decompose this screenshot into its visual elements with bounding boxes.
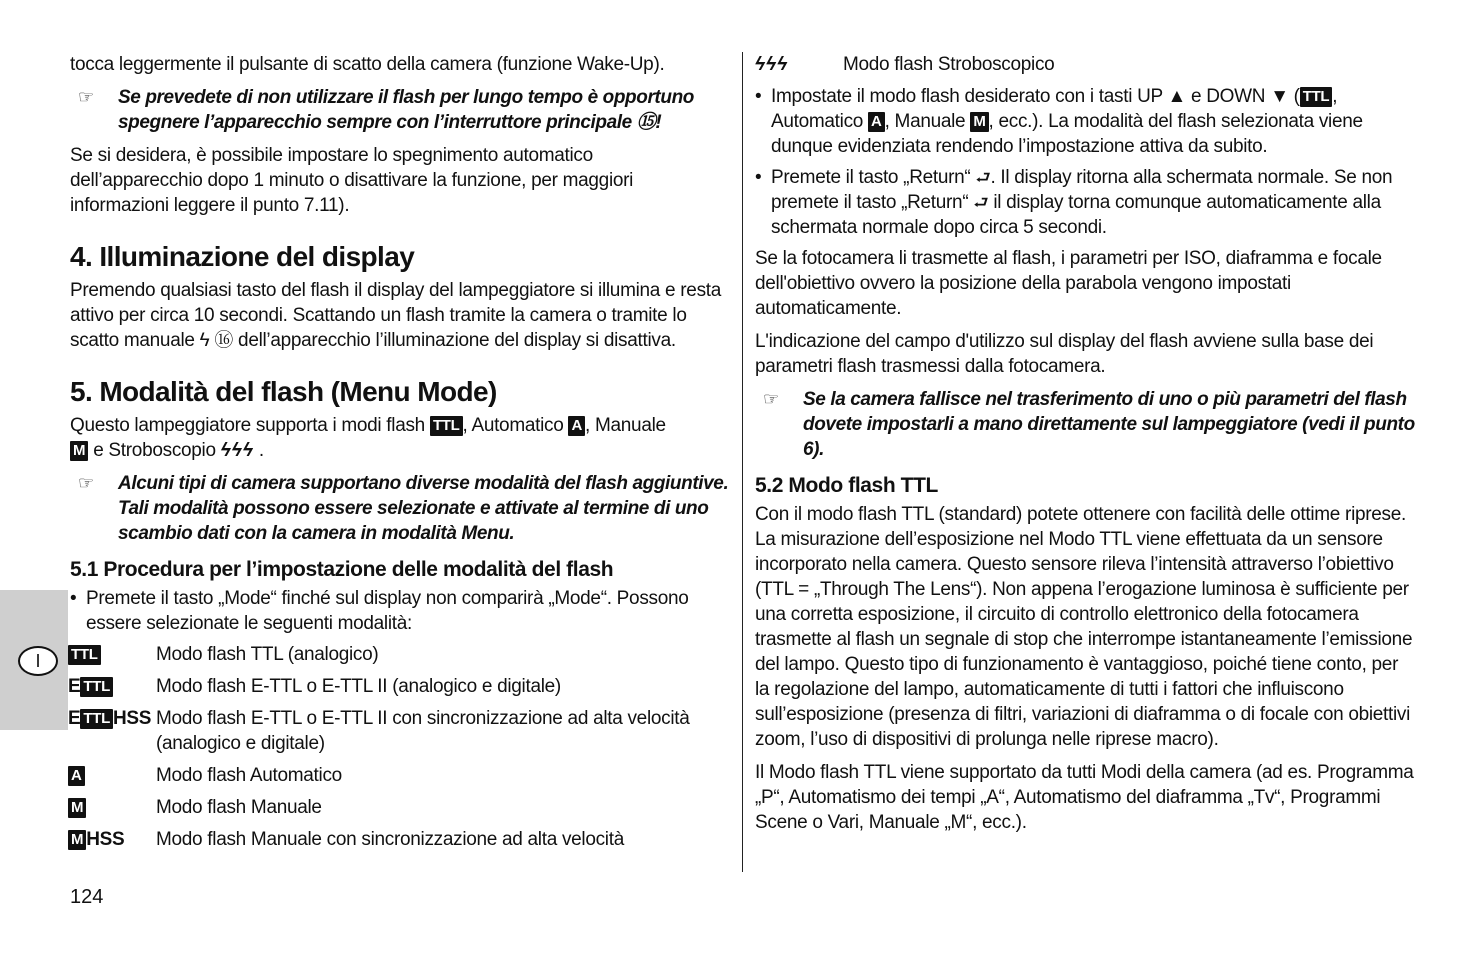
manual-badge-icon: M xyxy=(70,441,88,461)
ttl-support-paragraph: Il Modo flash TTL viene supportato da tutti Modi della camera (ad es. Programma „P“, Automatismo dei tempi „A“, Automatismo del diaframma „Tv“, Programmi Scene o Vari, Manuale „M“, ecc.). xyxy=(755,762,1414,833)
ttl-badge-icon: TTL xyxy=(430,416,463,436)
params-paragraph: Se la fotocamera li trasmette al flash, i parametri per ISO, diaframma e focale dell'obiettivo ovvero la posizione della parabola vengono impostati automaticamente. xyxy=(755,248,1382,319)
range-paragraph: L'indicazione del campo d'utilizzo sul display del flash avviene sulla base dei parametri flash trasmessi dalla fotocamera. xyxy=(755,331,1374,377)
manual-badge-icon: M xyxy=(970,112,988,132)
return-icon: ⮐ xyxy=(973,193,989,212)
mode-row: A Modo flash Automatico xyxy=(68,763,730,788)
pointing-hand-icon: ☞ xyxy=(78,473,95,493)
display-paragraph: Premendo qualsiasi tasto del flash il display del lampeggiatore si illumina e resta attivo per circa 10 secondi. Scattando un flash tramite la camera o tramite lo scatto manuale ϟ ⑯ dell’apparecchio l’illuminazione del display si disattiva. xyxy=(70,280,722,351)
strobe-icon: ϟϟϟ xyxy=(220,440,254,461)
strobe-icon: ϟϟϟ xyxy=(755,54,789,75)
ttl-paragraph: Con il modo flash TTL (standard) potete ottenere con facilità delle ottime riprese. La misurazione dell’esposizione nel Modo TTL viene effettuata da un sensore incorporato nella camera. Questo sensore rileva l’intensità attraverso l’obiettivo (TTL = „Through The Lens“). Non appena l’erogazione luminosa è sufficiente per una corretta esposizione, il circuito di controllo elettronico della fotocamera trasmette al flash un segnale di stop che interrompe istantaneamente l’emissione del lampo. Questo tipo di funzionamento è vantaggioso, poiché tiene conto, per la regolazione del lampo, automaticamente di tutti i fattori che influiscono sull’esposizione (presenza di filtri, variazioni di diaframma o di focale con obiettivi zoom, l’uso di dispositivi di prolunga nelle riprese macro). xyxy=(755,504,1413,750)
heading-procedure: 5.1 Procedura per l’impostazione delle modalità del flash xyxy=(70,558,614,581)
modes-list xyxy=(68,642,730,852)
column-divider xyxy=(742,52,743,872)
mode-row-strobe: ϟϟϟ Modo flash Stroboscopico xyxy=(755,54,1055,75)
mode-row: E TTL HSS Modo flash E-TTL o E-TTL II con sincronizzazione ad alta velocità (analogico e digitale) xyxy=(68,708,690,754)
return-icon: ⮐ xyxy=(975,168,991,187)
auto-off-paragraph: Se si desidera, è possibile impostare lo spegnimento automatico dell’apparecchio dopo 1 minuto o disattivare la funzione, per maggiori informazioni leggere il punto 7.11). xyxy=(70,145,634,216)
heading-ttl: 5.2 Modo flash TTL xyxy=(755,474,938,497)
note-main-switch: ☞ Se prevedete di non utilizzare il flash per lungo tempo è opportuno spegnere l’apparecchio sempre con l’interruttore principale ⑮! xyxy=(70,85,730,135)
left-column xyxy=(70,52,730,859)
ttl-badge-icon: TTL xyxy=(80,677,113,697)
intro-paragraph: tocca leggermente il pulsante di scatto della camera (funzione Wake-Up). xyxy=(70,54,665,75)
bullet-return: • Premete il tasto „Return“ ⮐. Il display ritorna alla schermata normale. Se non premete il tasto „Return“ ⮐ il display torna comunque automaticamente alla schermata normale dopo circa 5 secondi. xyxy=(755,167,1393,238)
bullet-up-down: • Impostate il modo flash desiderato con i tasti UP ▲ e DOWN ▼ ( TTL , Automatico A , Manuale M , ecc.). La modalità del flash selezionata viene dunque evidenziata rendendo l’impostazione attiva da subito. xyxy=(755,86,1363,157)
ttl-badge-icon: TTL xyxy=(68,645,101,665)
page-number: 124 xyxy=(70,886,104,908)
mode-row: M Modo flash Manuale xyxy=(68,795,730,820)
section-tab-label: I xyxy=(18,646,58,676)
mode-row: M HSS Modo flash Manuale con sincronizzazione ad alta velocità xyxy=(68,827,730,852)
note-additional-modes: ☞ Alcuni tipi di camera supportano diverse modalità del flash aggiuntive. Tali modalità possono essere selezionate e attivate al termine di uno scambio dati con la camera in modalità Menu. xyxy=(70,471,730,546)
ttl-badge-icon: TTL xyxy=(1300,87,1333,107)
heading-modes: 5. Modalità del flash (Menu Mode) xyxy=(70,376,497,407)
auto-badge-icon: A xyxy=(68,766,85,786)
manual-badge-icon: M xyxy=(68,830,86,850)
pointing-hand-icon: ☞ xyxy=(78,87,95,107)
mode-row: E TTL Modo flash E-TTL o E-TTL II (analogico e digitale) xyxy=(68,676,561,697)
pointing-hand-icon: ☞ xyxy=(763,389,780,409)
manual-badge-icon: M xyxy=(68,798,86,818)
mode-row: TTL Modo flash TTL (analogico) xyxy=(68,642,730,667)
auto-badge-icon: A xyxy=(568,416,585,436)
ttl-badge-icon: TTL xyxy=(80,709,113,729)
modes-paragraph: Questo lampeggiatore supporta i modi flash TTL , Automatico A , Manuale M e Stroboscopio ϟϟϟ . xyxy=(70,415,666,461)
heading-display: 4. Illuminazione del display xyxy=(70,241,415,272)
right-column xyxy=(755,52,1415,843)
note-manual-params: ☞ Se la camera fallisce nel trasferimento di uno o più parametri del flash dovete impostarli a mano direttamente sul lampeggiatore (vedi il punto 6). xyxy=(755,387,1415,462)
bullet-mode-key: • Premete il tasto „Mode“ finché sul display non comparirà „Mode“. Possono essere selezionate le seguenti modalità: xyxy=(70,588,689,634)
auto-badge-icon: A xyxy=(868,112,885,132)
